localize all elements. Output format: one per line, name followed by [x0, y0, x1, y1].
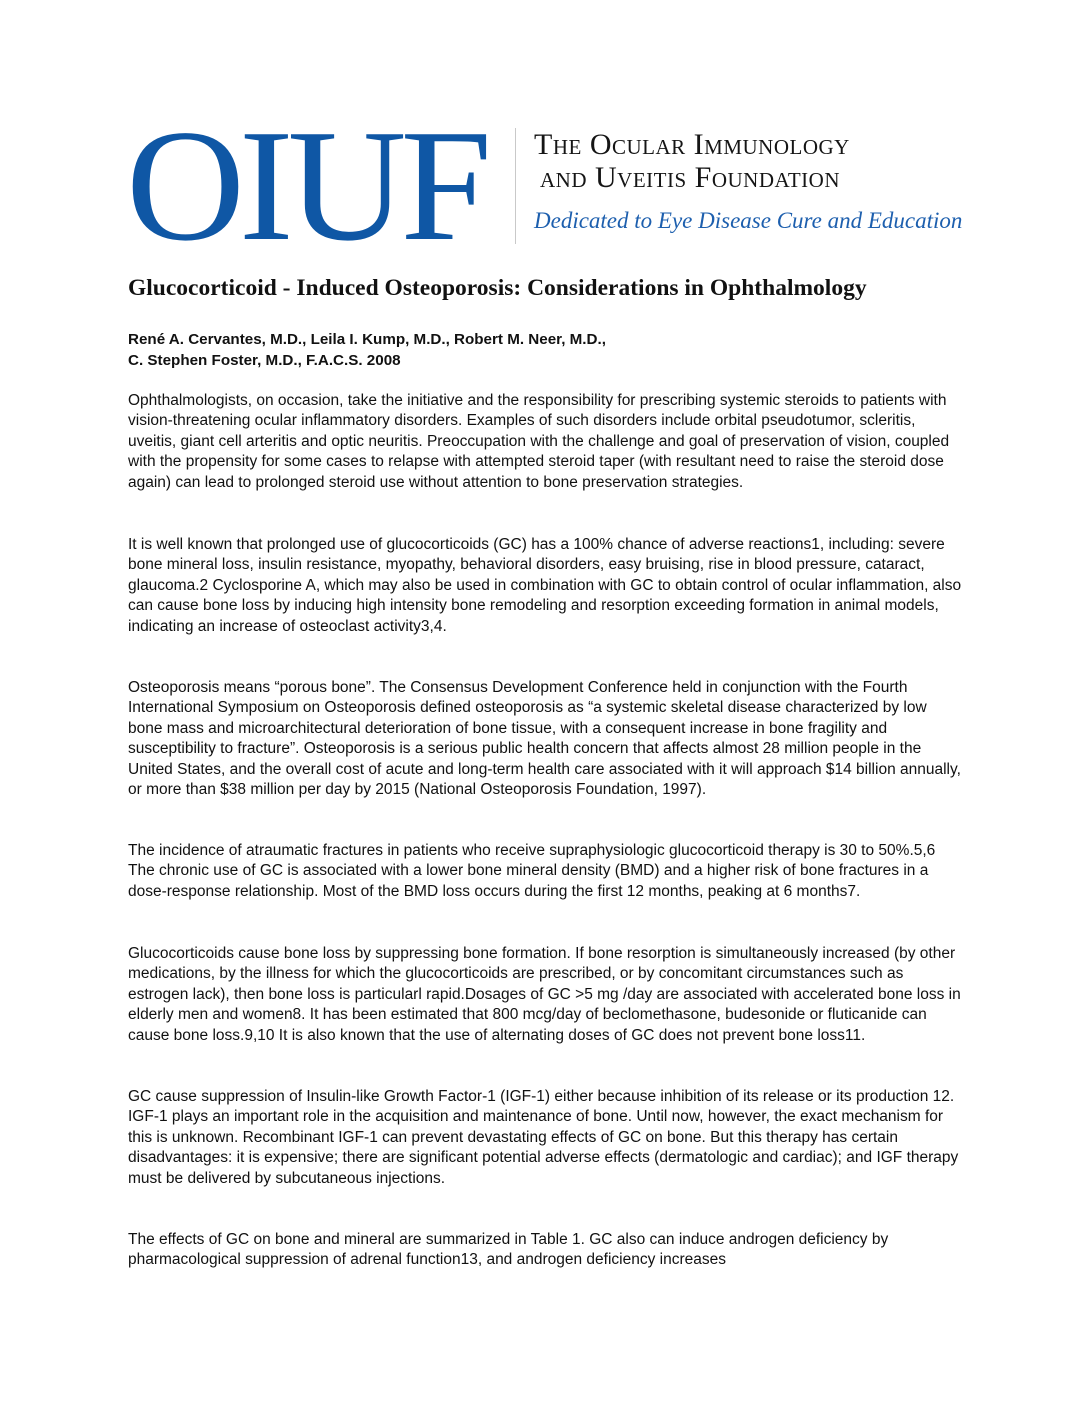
paragraph-table-summary: The effects of GC on bone and mineral are summarized in Table 1. GC also can induce androgen deficiency by pharmacological suppression of adrenal function13, and androgen deficiency increases [128, 1231, 889, 1269]
paragraph-bone-loss-mechanism: Glucocorticoids cause bone loss by suppressing bone formation. If bone resorption is simultaneously increased (by other medications, by the illness for which the glucocorticoids are prescribed, or by concomitant circumstances such as estrogen lack), then bone loss is particularl rapid.Dosages of GC >5 mg /day are associated with accelerated bone loss in elderly men and women8. It has been estimated that 800 mcg/day of beclomethasone, budesonide or fluticanide can cause bone loss.9,10 It is also known that the use of alternating doses of GC does not prevent bone loss11. [128, 945, 961, 1044]
organization-name-line1: The Ocular Immunology [534, 128, 850, 161]
organization-name-line2: and Uveitis Foundation [540, 161, 840, 194]
document-title: Glucocorticoid - Induced Osteoporosis: Considerations in Ophthalmology [128, 275, 867, 301]
paragraph-osteoporosis-definition: Osteoporosis means “porous bone”. The Consensus Development Conference held in conjunction with the Fourth International Symposium on Osteoporosis defined osteoporosis as “a systemic skeletal disease characterized by low bone mass and microarchitectural deterioration of bone tissue, with a consequent increase in bone fragility and susceptibility to fracture”. Osteoporosis is a serious public health concern that affects almost 28 million people in the United States, and the overall cost of acute and long-term health care associated with it will approach $14 billion annually, or more than $38 million per day by 2015 (National Osteoporosis Foundation, 1997). [128, 679, 961, 799]
author-list [128, 330, 606, 371]
foundation-logo [126, 96, 966, 274]
organization-tagline: Dedicated to Eye Disease Cure and Education [534, 208, 963, 233]
authors-line-1: René A. Cervantes, M.D., Leila I. Kump, M.D., Robert M. Neer, M.D., [128, 331, 606, 348]
logo-divider [515, 128, 516, 244]
paragraph-adverse-reactions: It is well known that prolonged use of glucocorticoids (GC) has a 100% chance of adverse reactions1, including: severe bone mineral loss, insulin resistance, myopathy, behavioral disorders, easy bruising, rise in blood pressure, cataract, glaucoma.2 Cyclosporine A, which may also be used in combination with GC to obtain control of ocular inflammation, also can cause bone loss by inducing high intensity bone remodeling and resorption exceeding formation in animal models, indicating an increase of osteoclast activity3,4. [128, 536, 962, 635]
paragraph-introduction: Ophthalmologists, on occasion, take the initiative and the responsibility for prescribing systemic steroids to patients with vision-threatening ocular inflammatory disorders. Examples of such disorders include orbital pseudotumor, scleritis, uveitis, giant cell arteritis and optic neuritis. Preoccupation with the challenge and goal of preservation of vision, coupled with the propensity for some cases to relapse with attempted steroid taper (with resultant need to raise the steroid dose again) can lead to prolonged steroid use without attention to bone preservation strategies. [128, 392, 950, 491]
logo-mark: OIUF [126, 96, 486, 274]
paragraph-fracture-incidence: The incidence of atraumatic fractures in patients who receive supraphysiologic glucocorticoid therapy is 30 to 50%.5,6 The chronic use of GC is associated with a lower bone mineral density (BMD) and a higher risk of bone fractures in a dose-response relationship. Most of the BMD loss occurs during the first 12 months, peaking at 6 months7. [128, 842, 936, 900]
organization-name [534, 128, 850, 194]
paragraph-igf1: GC cause suppression of Insulin-like Growth Factor-1 (IGF-1) either because inhibition of its release or its production 12. IGF-1 plays an important role in the acquisition and maintenance of bone. Until now, however, the exact mechanism for this is unknown. Recombinant IGF-1 can prevent devastating effects of GC on bone. But this therapy has certain disadvantages: it is expensive; there are significant potential adverse effects (dermatologic and cardiac); and IGF therapy must be delivered by subcutaneous injections. [128, 1088, 959, 1187]
authors-line-2: C. Stephen Foster, M.D., F.A.C.S. 2008 [128, 351, 401, 369]
